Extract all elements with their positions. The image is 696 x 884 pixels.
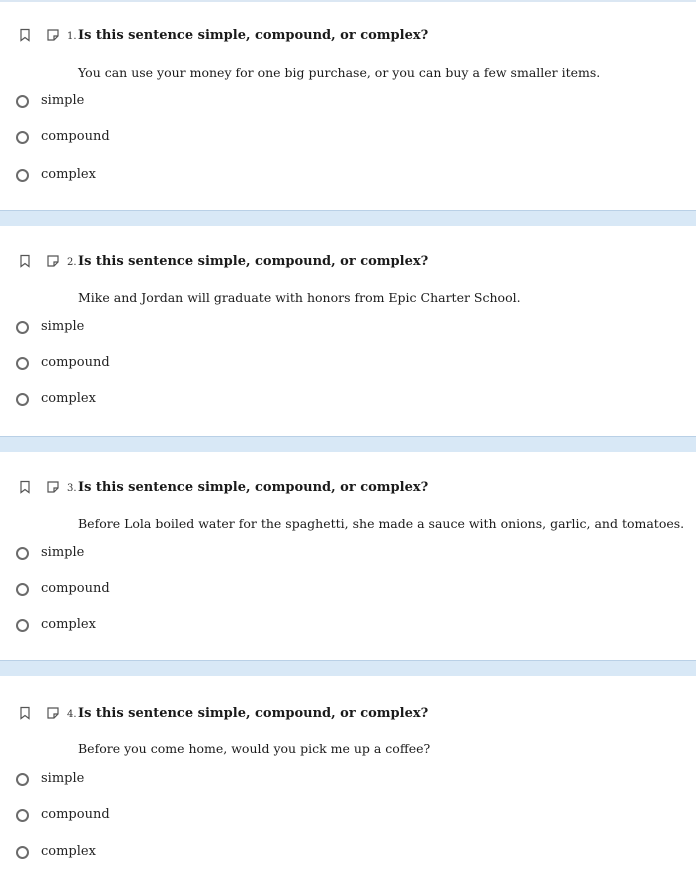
option-compound[interactable]: [16, 355, 316, 375]
question-number: 1.: [67, 31, 77, 42]
option-complex[interactable]: [16, 844, 316, 864]
question-number: 4.: [67, 709, 77, 720]
note-icon[interactable]: [46, 28, 60, 42]
bookmark-icon[interactable]: [18, 254, 32, 268]
question-header: [0, 254, 696, 276]
question-card-4: [0, 706, 696, 884]
top-divider: [0, 0, 696, 2]
option-label: simple: [41, 93, 85, 108]
radio-button[interactable]: [16, 846, 29, 859]
bookmark-icon[interactable]: [18, 480, 32, 494]
question-header: [0, 28, 696, 50]
note-icon[interactable]: [46, 706, 60, 720]
radio-button[interactable]: [16, 619, 29, 632]
option-label: compound: [41, 807, 110, 822]
radio-button[interactable]: [16, 809, 29, 822]
question-sentence: Before you come home, would you pick me up a coffee?: [78, 741, 431, 756]
question-sentence: You can use your money for one big purchase, or you can buy a few smaller items.: [78, 65, 601, 80]
question-sentence: Before Lola boiled water for the spaghetti, she made a sauce with onions, garlic, and tomatoes.: [78, 516, 685, 531]
option-label: complex: [41, 391, 96, 406]
option-label: compound: [41, 355, 110, 370]
radio-button[interactable]: [16, 321, 29, 334]
radio-button[interactable]: [16, 393, 29, 406]
question-card-3: [0, 480, 696, 690]
section-divider: [0, 436, 696, 452]
option-label: complex: [41, 617, 96, 632]
question-number: 2.: [67, 257, 77, 268]
option-label: complex: [41, 167, 96, 182]
option-label: simple: [41, 545, 85, 560]
question-card-2: [0, 254, 696, 464]
bookmark-icon[interactable]: [18, 28, 32, 42]
option-label: complex: [41, 844, 96, 859]
option-compound[interactable]: [16, 581, 316, 601]
radio-button[interactable]: [16, 547, 29, 560]
question-prompt: Is this sentence simple, compound, or complex?: [78, 706, 429, 721]
question-prompt: Is this sentence simple, compound, or complex?: [78, 28, 429, 43]
option-label: simple: [41, 771, 85, 786]
option-complex[interactable]: [16, 167, 316, 187]
section-divider: [0, 210, 696, 226]
bookmark-icon[interactable]: [18, 706, 32, 720]
section-divider: [0, 660, 696, 676]
option-simple[interactable]: [16, 93, 316, 113]
note-icon[interactable]: [46, 480, 60, 494]
radio-button[interactable]: [16, 773, 29, 786]
option-compound[interactable]: [16, 807, 316, 827]
radio-button[interactable]: [16, 95, 29, 108]
option-compound[interactable]: [16, 129, 316, 149]
radio-button[interactable]: [16, 131, 29, 144]
option-label: simple: [41, 319, 85, 334]
radio-button[interactable]: [16, 169, 29, 182]
question-header: [0, 706, 696, 728]
option-label: compound: [41, 129, 110, 144]
radio-button[interactable]: [16, 583, 29, 596]
option-complex[interactable]: [16, 391, 316, 411]
question-prompt: Is this sentence simple, compound, or complex?: [78, 480, 429, 495]
option-simple[interactable]: [16, 771, 316, 791]
question-prompt: Is this sentence simple, compound, or complex?: [78, 254, 429, 269]
question-card-1: [0, 28, 696, 238]
question-number: 3.: [67, 483, 77, 494]
note-icon[interactable]: [46, 254, 60, 268]
option-simple[interactable]: [16, 319, 316, 339]
question-sentence: Mike and Jordan will graduate with honors from Epic Charter School.: [78, 290, 521, 305]
option-complex[interactable]: [16, 617, 316, 637]
radio-button[interactable]: [16, 357, 29, 370]
question-header: [0, 480, 696, 502]
option-simple[interactable]: [16, 545, 316, 565]
option-label: compound: [41, 581, 110, 596]
